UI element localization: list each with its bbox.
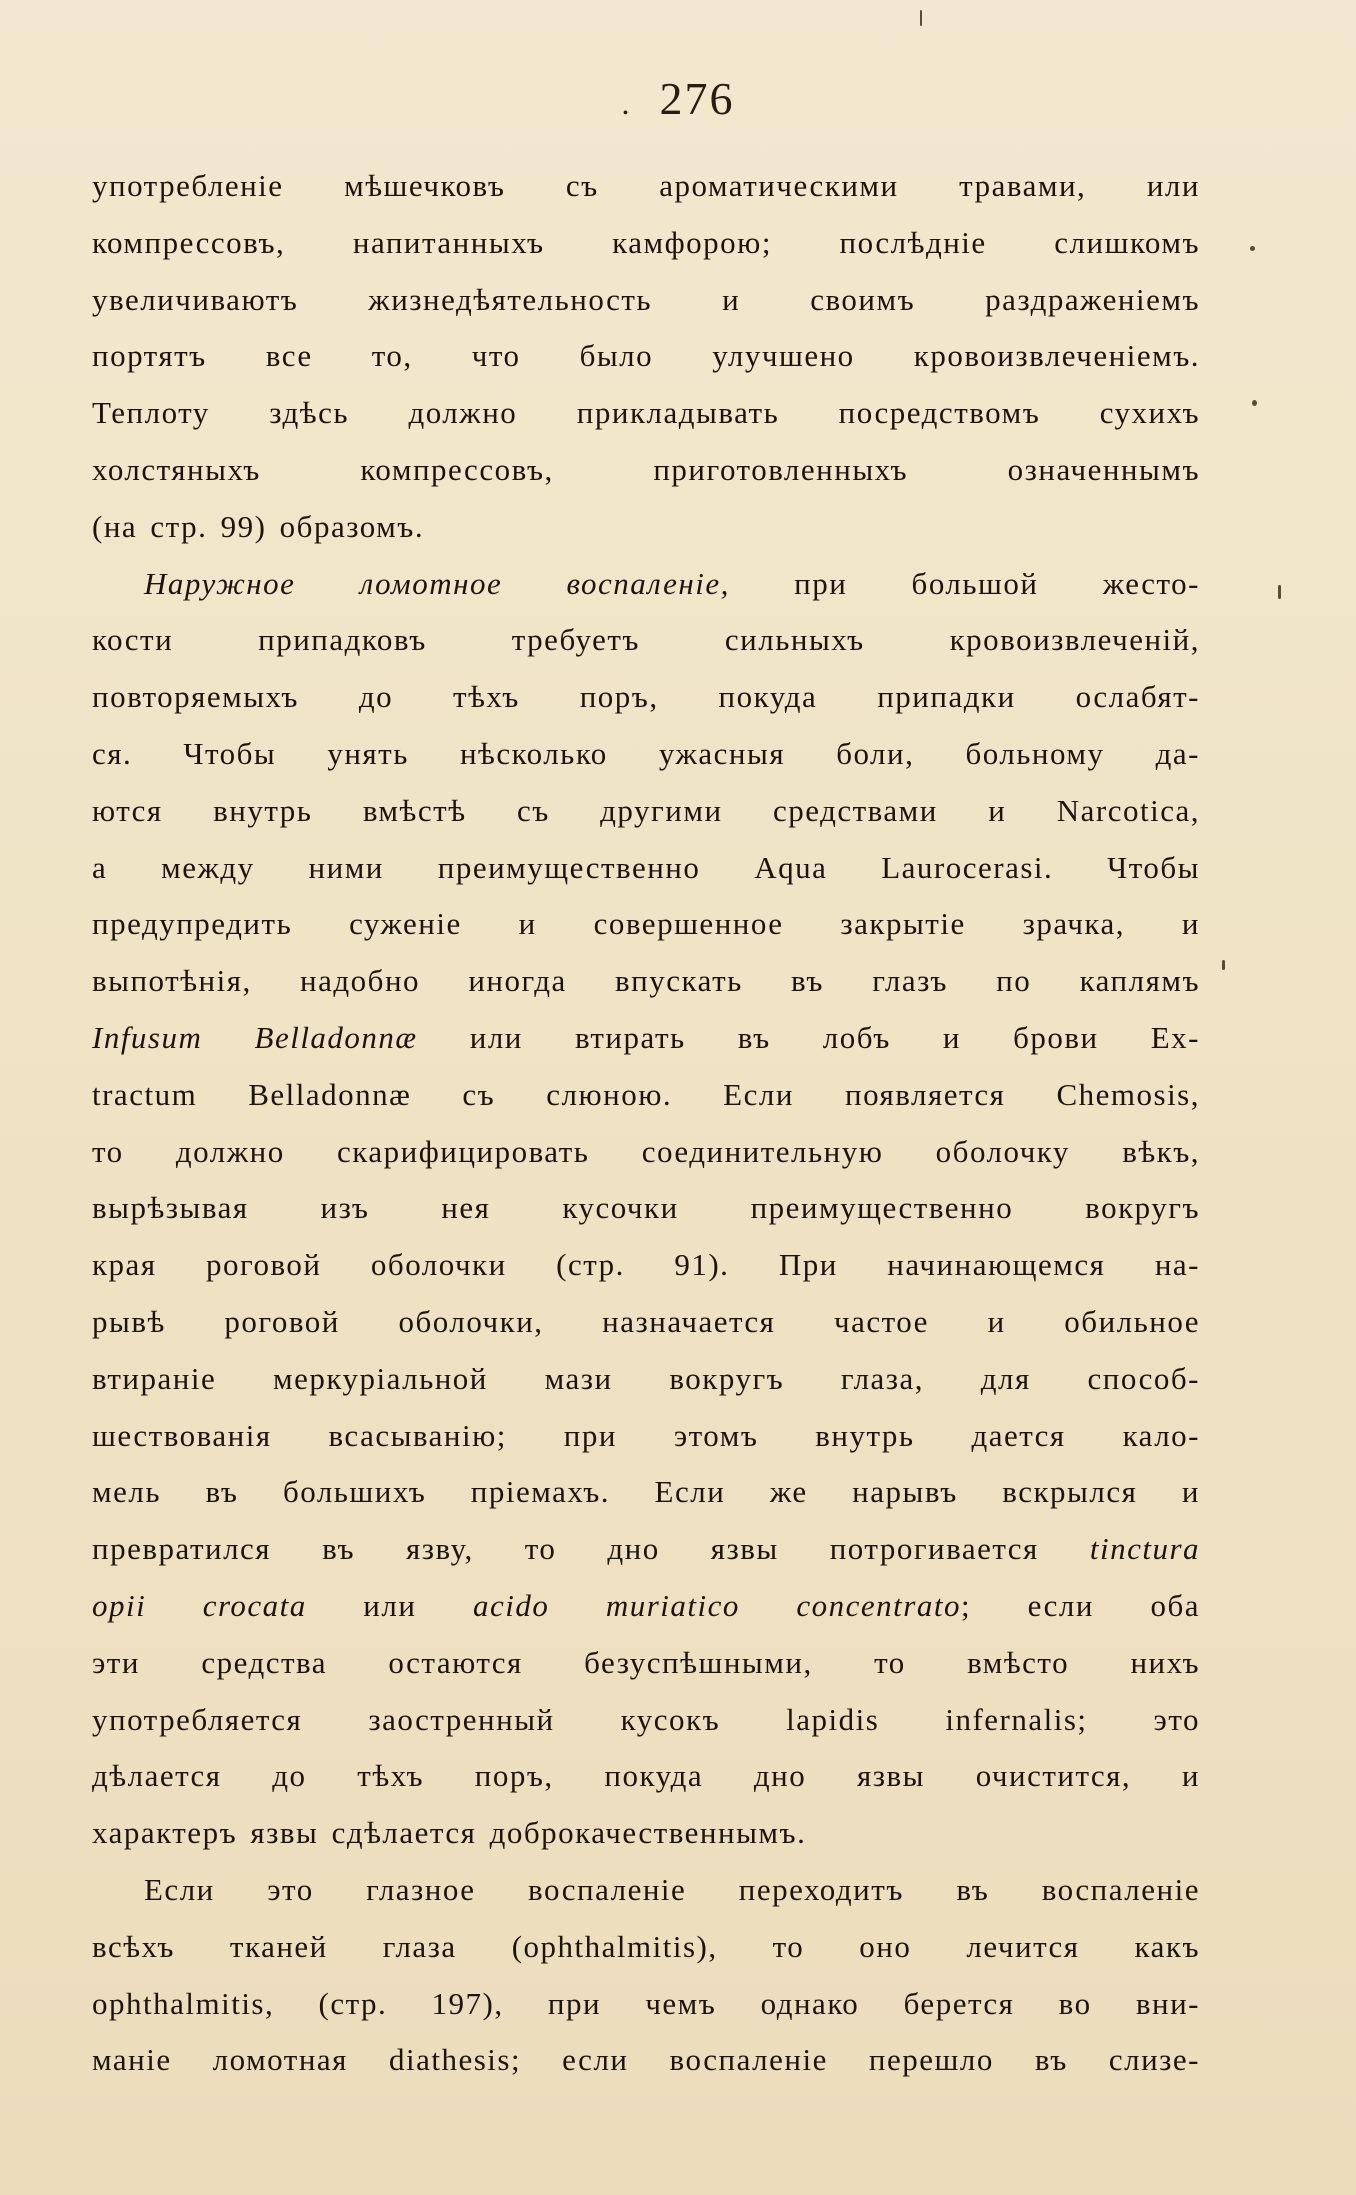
mixed-italic: tinctura (1089, 1531, 1201, 1567)
text-line-italic (92, 1010, 1200, 1067)
ink-speck (920, 10, 922, 26)
italic-lead: Наружное ломотное воспаленіе, (144, 565, 730, 601)
text-line: портятъ все то, что было улучшено кровоизвлеченіемъ. (92, 338, 1200, 374)
mixed-plain: превратился въ язву, то дно язвы потрогивается (92, 1531, 1039, 1567)
text-line: мель въ большихъ пріемахъ. Если же нарывъ вскрылся и (92, 1474, 1200, 1510)
text-line: всѣхъ тканей глаза (ophthalmitis), то оно лечится какъ (92, 1928, 1200, 1964)
paragraph-2 (92, 556, 1200, 1862)
text-line: характеръ язвы сдѣлается доброкачественнымъ. (92, 1815, 807, 1851)
ink-speck (1222, 960, 1225, 970)
text-line: компрессовъ, напитанныхъ камфорою; послѣдніе слишкомъ (92, 224, 1200, 260)
text-line: повторяемыхъ до тѣхъ поръ, покуда припадки ослабят- (92, 679, 1200, 715)
paragraph-1 (92, 158, 1200, 556)
text-line: рывѣ роговой оболочки, назначается частое и обильное (92, 1303, 1200, 1339)
text-line: выпотѣнія, надобно иногда впускать въ глазъ по каплямъ (92, 963, 1200, 999)
body-text (92, 158, 1200, 2089)
text-line: tractum Belladonnæ съ слюною. Если появляется Chemosis, (92, 1076, 1200, 1112)
mixed-italic-b: acido muriatico concentrato (472, 1587, 961, 1623)
text-line-lead (92, 556, 1200, 613)
text-line: увеличиваютъ жизнедѣятельность и своимъ раздраженіемъ (92, 281, 1200, 317)
text-line-mixed (92, 1578, 1200, 1635)
text-line: то должно скарифицировать соединительную оболочку вѣкъ, (92, 1133, 1200, 1169)
text-line: (на стр. 99) образомъ. (92, 508, 425, 544)
page-number-header (0, 72, 1356, 125)
italic-term: Infusum Belladonnæ (92, 1019, 418, 1055)
text-line: употребляется заостренный кусокъ lapidis infernalis; это (92, 1701, 1200, 1737)
text-line: Если это глазное воспаленіе переходитъ въ воспаленіе (144, 1871, 1200, 1907)
lead-rest: при большой жесто- (794, 565, 1201, 601)
text-line: Теплоту здѣсь должно прикладывать посредствомъ сухихъ (92, 395, 1200, 431)
ink-speck (1278, 585, 1281, 599)
text-line: холстяныхъ компрессовъ, приготовленныхъ означеннымъ (92, 451, 1200, 487)
page-number: 276 (659, 73, 735, 124)
text-line: кости припадковъ требуетъ сильныхъ кровоизвлеченій, (92, 622, 1200, 658)
mixed-plain-b: ; если оба (960, 1587, 1200, 1623)
text-line: а между ними преимущественно Aqua Laurocerasi. Чтобы (92, 849, 1200, 885)
text-line: предупредить суженіе и совершенное закрытіе зрачка, и (92, 906, 1200, 942)
text-line: ся. Чтобы унять нѣсколько ужасныя боли, больному да- (92, 735, 1200, 771)
text-line: шествованія всасыванію; при этомъ внутрь дается кало- (92, 1417, 1200, 1453)
mixed-italic-a: opii crocata (92, 1587, 307, 1623)
mixed-plain-a: или (363, 1587, 417, 1623)
ink-speck (1252, 400, 1257, 406)
text-line: края роговой оболочки (стр. 91). При начинающемся на- (92, 1247, 1200, 1283)
text-line: дѣлается до тѣхъ поръ, покуда дно язвы очистится, и (92, 1758, 1200, 1794)
text-line: ются внутрь вмѣстѣ съ другими средствами и Narcotica, (92, 792, 1200, 828)
text-line: втираніе меркуріальной мази вокругъ глаза, для способ- (92, 1360, 1200, 1396)
ink-speck (1250, 246, 1255, 251)
text-line-mixed (92, 1521, 1200, 1578)
text-line: маніе ломотная diathesis; если воспаленіе перешло въ слизе- (92, 2042, 1200, 2078)
text-line: ophthalmitis, (стр. 197), при чемъ однако берется во вни- (92, 1985, 1200, 2021)
text-line: эти средства остаются безуспѣшными, то вмѣсто нихъ (92, 1644, 1200, 1680)
paragraph-3 (92, 1862, 1200, 2089)
text-line: употребленіе мѣшечковъ съ ароматическими травами, или (92, 168, 1200, 203)
line-rest: или втирать въ лобъ и брови Ex- (469, 1019, 1200, 1055)
page-number-dot: . (621, 85, 632, 121)
text-line: вырѣзывая изъ нея кусочки преимущественно вокругъ (92, 1190, 1200, 1226)
